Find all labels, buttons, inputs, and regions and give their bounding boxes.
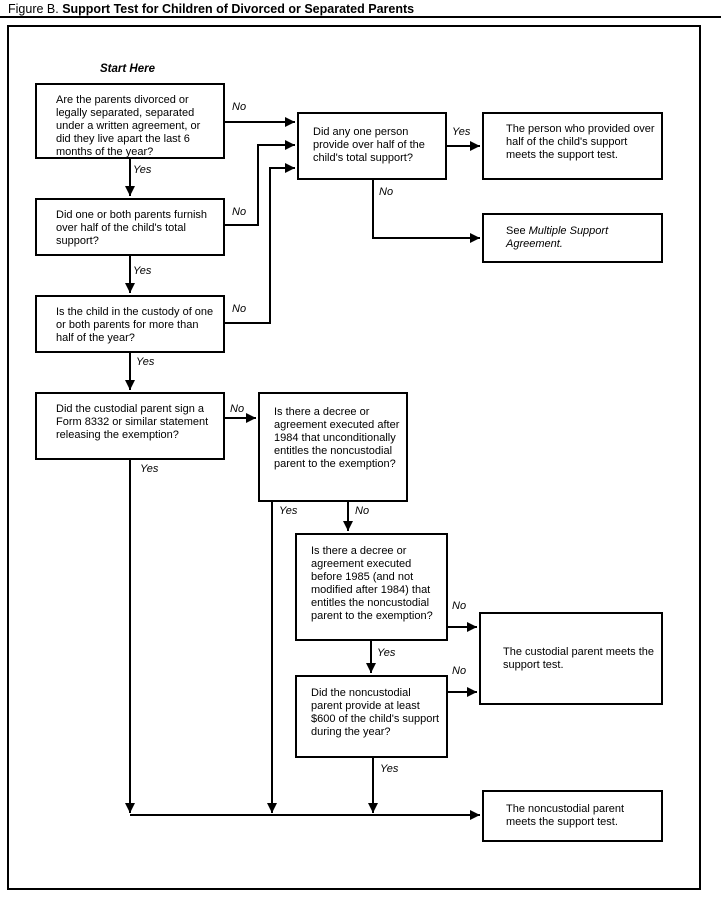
start-here-label: Start Here (100, 63, 155, 75)
node-question-one-person-half-support: Did any one person provide over half of the child's total support? (297, 112, 447, 180)
edge-label-no-q6-q7: No (355, 505, 370, 517)
edge-label-no-q5-r2: No (379, 186, 394, 198)
edge-label-yes-q5-r1: Yes (452, 126, 471, 138)
node-question-form-8332: Did the custodial parent sign a Form 8332 or similar statement releasing the exemption? (35, 392, 225, 460)
edge-label-yes-q1-q2: Yes (133, 164, 152, 176)
node-question-parents-furnish-half: Did one or both parents furnish over half of the child's total support? (35, 198, 225, 256)
node-result-see-multiple-support-agreement (482, 213, 663, 263)
figure-title-main: Support Test for Children of Divorced or Separated Parents (62, 2, 415, 16)
edge-label-no-q2-q5: No (232, 206, 247, 218)
edge-label-yes-q6-bottom: Yes (279, 505, 298, 517)
edge-label-yes-q4-bottom: Yes (140, 463, 159, 475)
noncustodial-result-text: The noncustodial parent meets the support test. (506, 803, 625, 828)
node-question-parents-divorced: Are the parents divorced or legally separated, separated under a written agreement, or did they live apart the last 6 months of the year? (35, 83, 225, 159)
node-question-600-dollars-support: Did the noncustodial parent provide at least $600 of the child's support during the year? (295, 675, 448, 758)
edge-label-no-q3-q5: No (232, 303, 247, 315)
edge-label-no-q1-q5: No (232, 101, 247, 113)
multiple-support-agreement-text: Multiple Support Agreement. (506, 225, 609, 250)
figure-title-prefix: Figure B. (8, 2, 63, 16)
edge-label-yes-q2-q3: Yes (133, 265, 152, 277)
edge-label-no-q4-q6: No (230, 403, 245, 415)
node-result-noncustodial-parent-meets-test (482, 790, 663, 842)
node-result-custodial-parent-meets-test (479, 612, 663, 705)
edge-label-no-q8-r3: No (452, 665, 467, 677)
edge-label-no-q7-r3: No (452, 600, 467, 612)
title-underline (0, 16, 721, 18)
node-result-person-meets-test: The person who provided over half of the child's support meets the support test. (482, 112, 663, 180)
edge-label-yes-q3-q4: Yes (136, 356, 155, 368)
node-question-child-custody: Is the child in the custody of one or both parents for more than half of the year? (35, 295, 225, 353)
see-text: See (506, 225, 529, 237)
custodial-result-text: The custodial parent meets the support test. (503, 645, 655, 671)
node-question-decree-before-1985: Is there a decree or agreement executed before 1985 (and not modified after 1984) that entitles the noncustodial parent to the exemption? (295, 533, 448, 641)
node-question-decree-after-1984: Is there a decree or agreement executed after 1984 that unconditionally entitles the noncustodial parent to the exemption? (258, 392, 408, 502)
edge-label-yes-q8-bottom: Yes (380, 763, 399, 775)
edge-label-yes-q7-q8: Yes (377, 647, 396, 659)
figure-title (8, 2, 414, 16)
